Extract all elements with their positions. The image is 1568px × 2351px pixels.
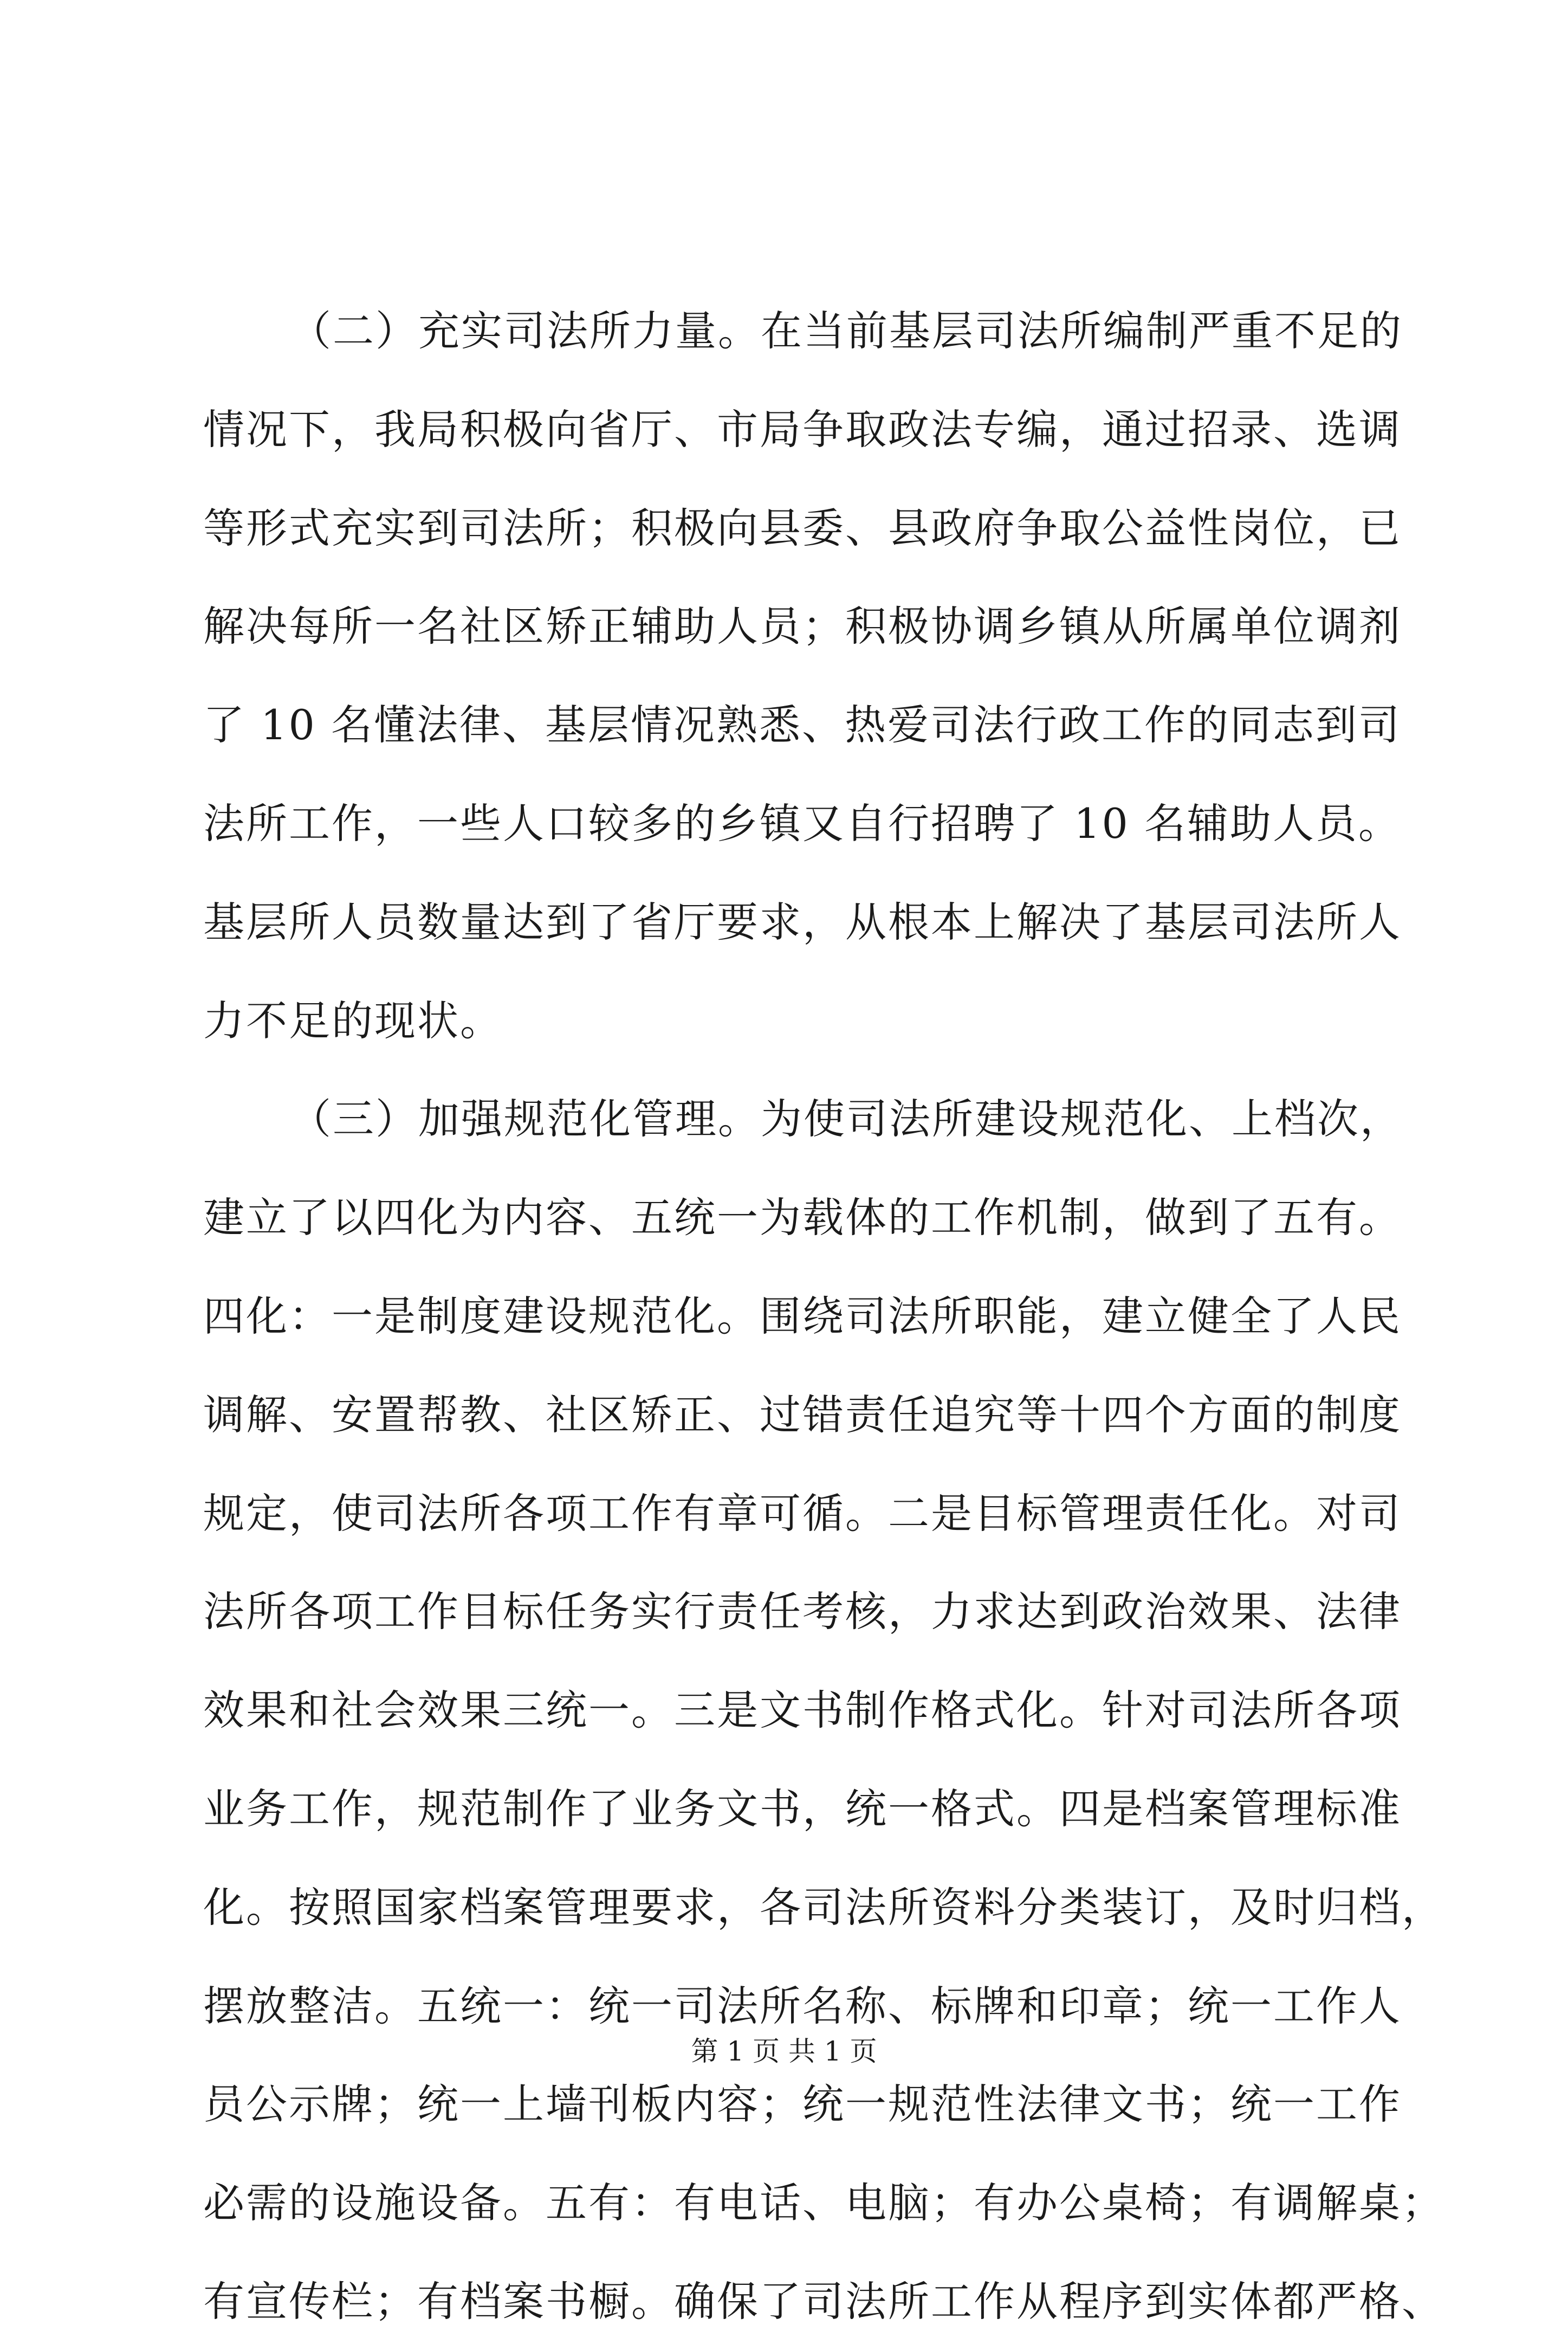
paragraph-3-line-6: 法所各项工作目标任务实行责任考核，力求达到政治效果、法律: [203, 1587, 1402, 1636]
paragraph-3-line-10: 摆放整洁。五统一：统一司法所名称、标牌和印章；统一工作人: [203, 1981, 1402, 2030]
page-footer: 第 1 页 共 1 页: [691, 2036, 877, 2067]
paragraph-2-line-4: 解决每所一名社区矫正辅助人员；积极协调乡镇从所属单位调剂: [203, 602, 1402, 651]
paragraph-3-line-5: 规定，使司法所各项工作有章可循。二是目标管理责任化。对司: [203, 1489, 1402, 1538]
paragraph-3-line-7: 效果和社会效果三统一。三是文书制作格式化。针对司法所各项: [203, 1686, 1402, 1735]
paragraph-3-line-4: 调解、安置帮教、社区矫正、过错责任追究等十四个方面的制度: [203, 1390, 1402, 1439]
paragraph-3-line-8: 业务工作，规范制作了业务文书，统一格式。四是档案管理标准: [203, 1784, 1402, 1833]
paragraph-3-line-13: 有宣传栏；有档案书橱。确保了司法所工作从程序到实体都严格、: [203, 2277, 1444, 2326]
paragraph-3-line-9: 化。按照国家档案管理要求，各司法所资料分类装订，及时归档，: [203, 1883, 1444, 1932]
paragraph-3-line-12: 必需的设施设备。五有：有电话、电脑；有办公桌椅；有调解桌；: [203, 2179, 1444, 2227]
paragraph-3-line-11: 员公示牌；统一上墙刊板内容；统一规范性法律文书；统一工作: [203, 2080, 1402, 2129]
paragraph-2-line-5: 了 10 名懂法律、基层情况熟悉、热爱司法行政工作的同志到司: [203, 701, 1402, 750]
paragraph-3-line-1: （三）加强规范化管理。为使司法所建设规范化、上档次，: [290, 1095, 1403, 1144]
paragraph-2-line-2: 情况下，我局积极向省厅、市局争取政法专编，通过招录、选调: [203, 405, 1402, 454]
paragraph-2-line-1: （二）充实司法所力量。在当前基层司法所编制严重不足的: [290, 307, 1403, 355]
paragraph-2-line-7: 基层所人员数量达到了省厅要求，从根本上解决了基层司法所人: [203, 897, 1402, 946]
paragraph-3-line-3: 四化：一是制度建设规范化。围绕司法所职能，建立健全了人民: [203, 1291, 1402, 1340]
paragraph-2-line-3: 等形式充实到司法所；积极向县委、县政府争取公益性岗位，已: [203, 503, 1402, 552]
paragraph-2-line-8: 力不足的现状。: [203, 996, 503, 1045]
paragraph-2-line-6: 法所工作，一些人口较多的乡镇又自行招聘了 10 名辅助人员。: [203, 799, 1402, 848]
paragraph-3-line-2: 建立了以四化为内容、五统一为载体的工作机制，做到了五有。: [203, 1193, 1402, 1242]
